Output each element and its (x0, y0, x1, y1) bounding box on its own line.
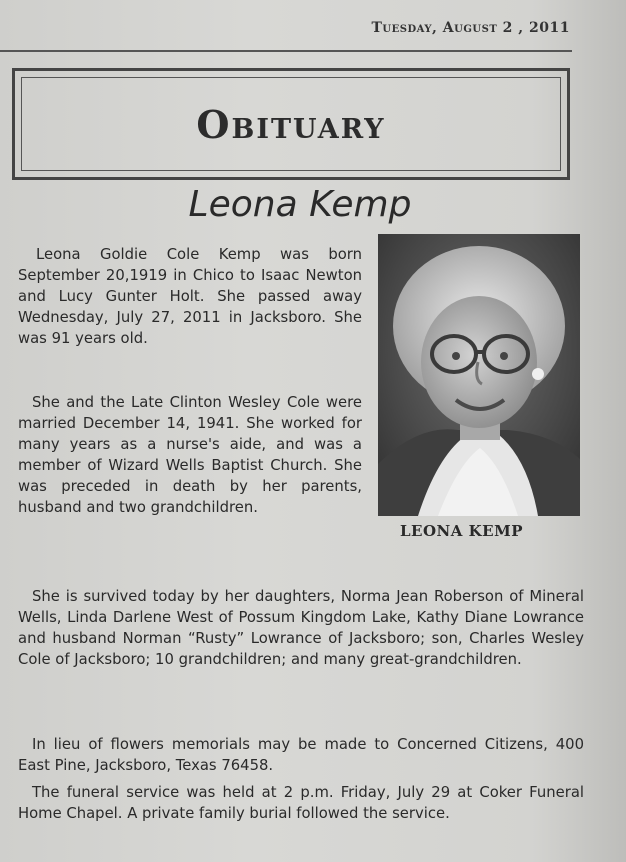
dateline: Tuesday, August 2 , 2011 (371, 20, 570, 36)
header-rule (0, 50, 572, 52)
portrait-photo (378, 234, 580, 516)
portrait-illustration (378, 234, 580, 516)
paragraph-memorials: In lieu of flowers memorials may be made to Concerned Citizens, 400 East Pine, Jacksboro, Texas 76458. (18, 736, 584, 774)
section-banner (12, 68, 570, 180)
section-banner-inner (21, 77, 561, 171)
photo-caption: LEONA KEMP (400, 522, 523, 540)
section-title: Obituary (196, 101, 386, 147)
paragraph-marriage: She and the Late Clinton Wesley Cole were married December 14, 1941. She worked for many years as a nurse's aide, and was a member of Wizard Wells Baptist Church. She was preceded in death by her parents, husband and two grandchildren. (18, 394, 362, 516)
paragraph-intro: Leona Goldie Cole Kemp was born September 20,1919 in Chico to Isaac Newton and Lucy Gunter Holt. She passed away Wednesday, July 27, 2011 in Jacksboro. She was 91 years old. (18, 246, 362, 347)
paragraph-survivors: She is survived today by her daughters, Norma Jean Roberson of Mineral Wells, Linda Darlene West of Possum Kingdom Lake, Kathy Diane Lowrance and husband Norman “Rusty” Lowrance of Jacksboro; son, Charles Wesley Cole of Jacksboro; 10 grandchildren; and many great-grandchildren. (18, 588, 584, 668)
paragraph-service: The funeral service was held at 2 p.m. Friday, July 29 at Coker Funeral Home Chapel. A private family burial followed the service. (18, 784, 584, 822)
deceased-name: Leona Kemp (188, 184, 412, 225)
